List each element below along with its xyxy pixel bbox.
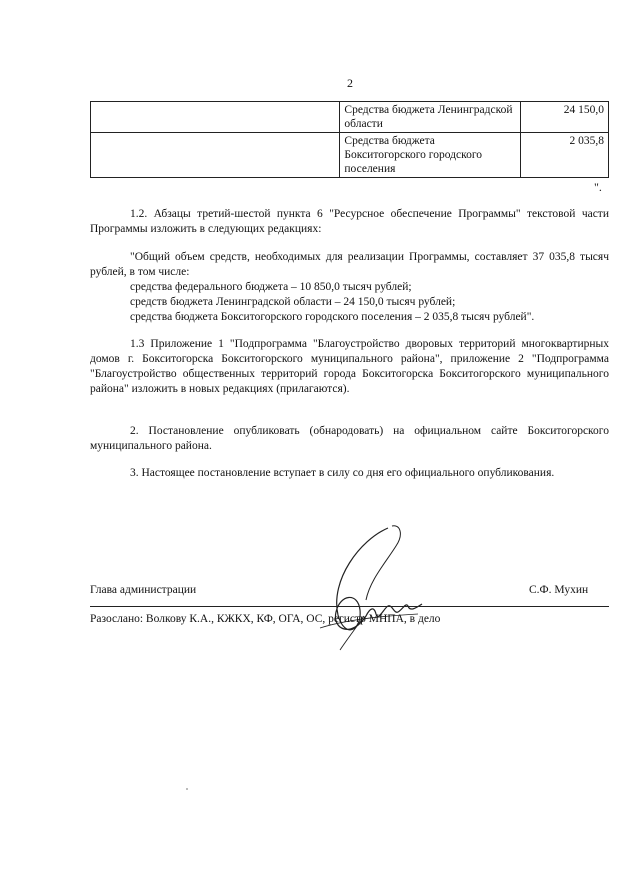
quote-line-regional: средств бюджета Ленинградской области – 24 150,0 тысяч рублей;: [130, 296, 456, 308]
page-number: 2: [347, 76, 353, 90]
signatory-name: С.Ф. Мухин: [529, 584, 589, 596]
table-row: [91, 133, 609, 178]
table-cell-empty: [91, 102, 340, 133]
scan-mark: [186, 788, 188, 790]
quote-intro: "Общий объем средств, необходимых для реализации Программы, составляет 37 035,8 тысяч рублей, в том числе:: [90, 251, 609, 278]
paragraph-3: 3. Настоящее постановление вступает в силу со дня его официального опубликования.: [130, 467, 555, 479]
table-cell-label: Средства бюджета Бокситогорского городского поселения: [340, 133, 521, 178]
closing-quote: ".: [594, 180, 602, 194]
table-cell-value: 24 150,0: [521, 102, 609, 133]
distribution-list: Разослано: Волкову К.А., КЖКХ, КФ, ОГА, ОС, регистр МНПА, в дело: [90, 613, 441, 625]
quote-line-local: средства бюджета Бокситогорского городского поселения – 2 035,8 тысяч рублей".: [130, 311, 535, 323]
paragraph-1-3: 1.3 Приложение 1 "Подпрограмма "Благоустройство дворовых территорий многоквартирных домов г. Бокситогорска Бокситогорского муниципального района", приложение 2 "Подпрограмма "Благоустройство общественных территорий города Бокситогорска Бокситогорского муниципального района" изложить в новых редакциях (прилагаются).: [90, 338, 609, 395]
table-cell-label: Средства бюджета Ленинградской области: [340, 102, 521, 133]
divider: [90, 606, 609, 607]
handwritten-signature: [300, 520, 440, 660]
funding-table: [90, 101, 609, 178]
table-cell-value: 2 035,8: [521, 133, 609, 178]
table-row: [91, 102, 609, 133]
signatory-title: Глава администрации: [90, 584, 197, 596]
table-cell-empty: [91, 133, 340, 178]
quote-line-federal: средства федерального бюджета – 10 850,0 тысяч рублей;: [130, 281, 412, 293]
paragraph-1-2: 1.2. Абзацы третий-шестой пункта 6 "Ресурсное обеспечение Программы" текстовой части Программы изложить в следующих редакциях:: [90, 208, 609, 235]
paragraph-2: 2. Постановление опубликовать (обнародовать) на официальном сайте Бокситогорского муниципального района.: [90, 425, 609, 452]
